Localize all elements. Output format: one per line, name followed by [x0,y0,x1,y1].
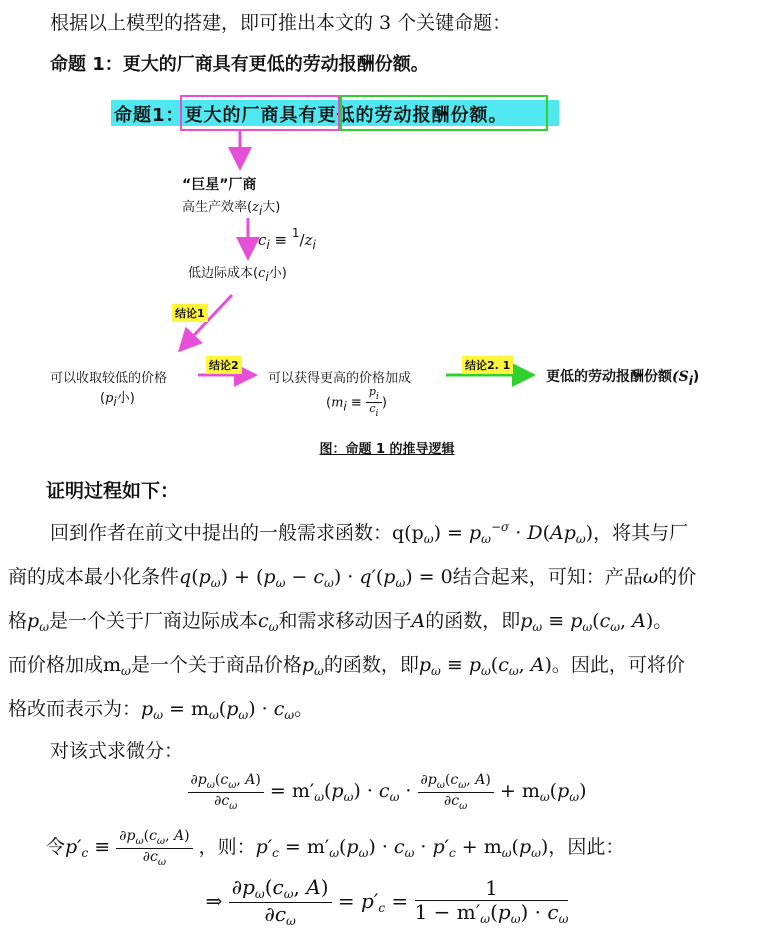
conclusion2-tag: 结论2 [206,356,242,374]
low-marginal-cost-label: 低边际成本(ci小) [188,266,287,284]
equation-differential: $\frac{\partial p_\omega(c_\omega, A)}{\partial c_\omega}$ = $m'_\omega(p_\omega) \cdot c_\omega$ · $\frac{\partial p_\omega(c_\omega, A)}{\partial c_\omega}$ + $m_\omega(p_\omega)$ [0,772,774,812]
intro-text: 根据以上模型的搭建，即可推出本文的 3 个关键命题： [50,12,512,34]
let-line: 令$p'_c$ ≡ $\frac{\partial p_\omega(c_\omega, A)}{\partial c_\omega}$ ，则：$p'_c = m'_\omega(p_\omega) \cdot c_\omega \cdot p'_c + m_\omega(p_\omega)$，因此： [46,828,625,868]
low-price-label: 可以收取较低的价格 [50,371,168,386]
diagram-title: 命题1：更大的厂商具有更低的劳动报酬份额。 [114,105,508,126]
demand-function: $q(p_\omega) = p_\omega^{-\sigma} \cdot D(Ap_\omega)$ [392,520,594,546]
para1-line5: 格改而表示为：$p_\omega = m_\omega(p_\omega) \cdot c_\omega$。 [8,698,314,722]
low-price-var: (pi小) [100,391,135,409]
superstar-label: “巨星”厂商 [182,177,257,193]
para1-line4: 而价格加成$m_\omega$是一个关于商品价格$p_\omega$的函数，即$p_\omega \equiv p_\omega(c_\omega$, A)。因此，可将价 [8,654,685,678]
cost-definition: $c_i \equiv ^1/z_i$ [258,226,316,252]
high-efficiency-label: 高生产效率(zi大) [182,200,281,218]
lower-share-label: 更低的劳动报酬份额(Si) [546,369,700,388]
proposition-heading: 命题 1：更大的厂商具有更低的劳动报酬份额。 [50,54,429,75]
para1-line2: 商的成本最小化条件$q(p_\omega) + (p_\omega - c_\omega) \cdot q'(p_\omega) = 0$结合起来，可知：产品ω的价 [8,566,697,590]
para1-line3: 格$p_\omega$是一个关于厂商边际成本$c_\omega$和需求移动因子A的函数，即$p_\omega \equiv p_\omega(c_\omega$, A)。 [8,610,673,634]
para1-line1: 回到作者在前文中提出的一般需求函数：$q(p_\omega) = p_\omega^{-\sigma} \cdot D(Ap_\omega)$，将其与厂 [50,520,689,546]
markup-definition: (mi ≡ $\frac{p_i}{c_i}$ ) [326,385,387,420]
derivation-diagram [0,90,774,425]
proof-heading: 证明过程如下： [46,480,180,502]
figure-caption: 图：命题 1 的推导逻辑 [319,442,455,457]
higher-markup-label: 可以获得更高的价格加成 [268,371,412,386]
conclusion1-tag: 结论1 [172,304,208,322]
conclusion2-1-tag: 结论2. 1 [462,356,513,374]
differentiate-intro: 对该式求微分： [50,740,184,762]
equation-final: ⇒ $\frac{\partial p_\omega(c_\omega, A)}{\partial c_\omega}$ = $p'_c$ = $\frac{1}{1 - m'_\omega(p_\omega) \cdot c_\omega}$ [205,875,569,928]
